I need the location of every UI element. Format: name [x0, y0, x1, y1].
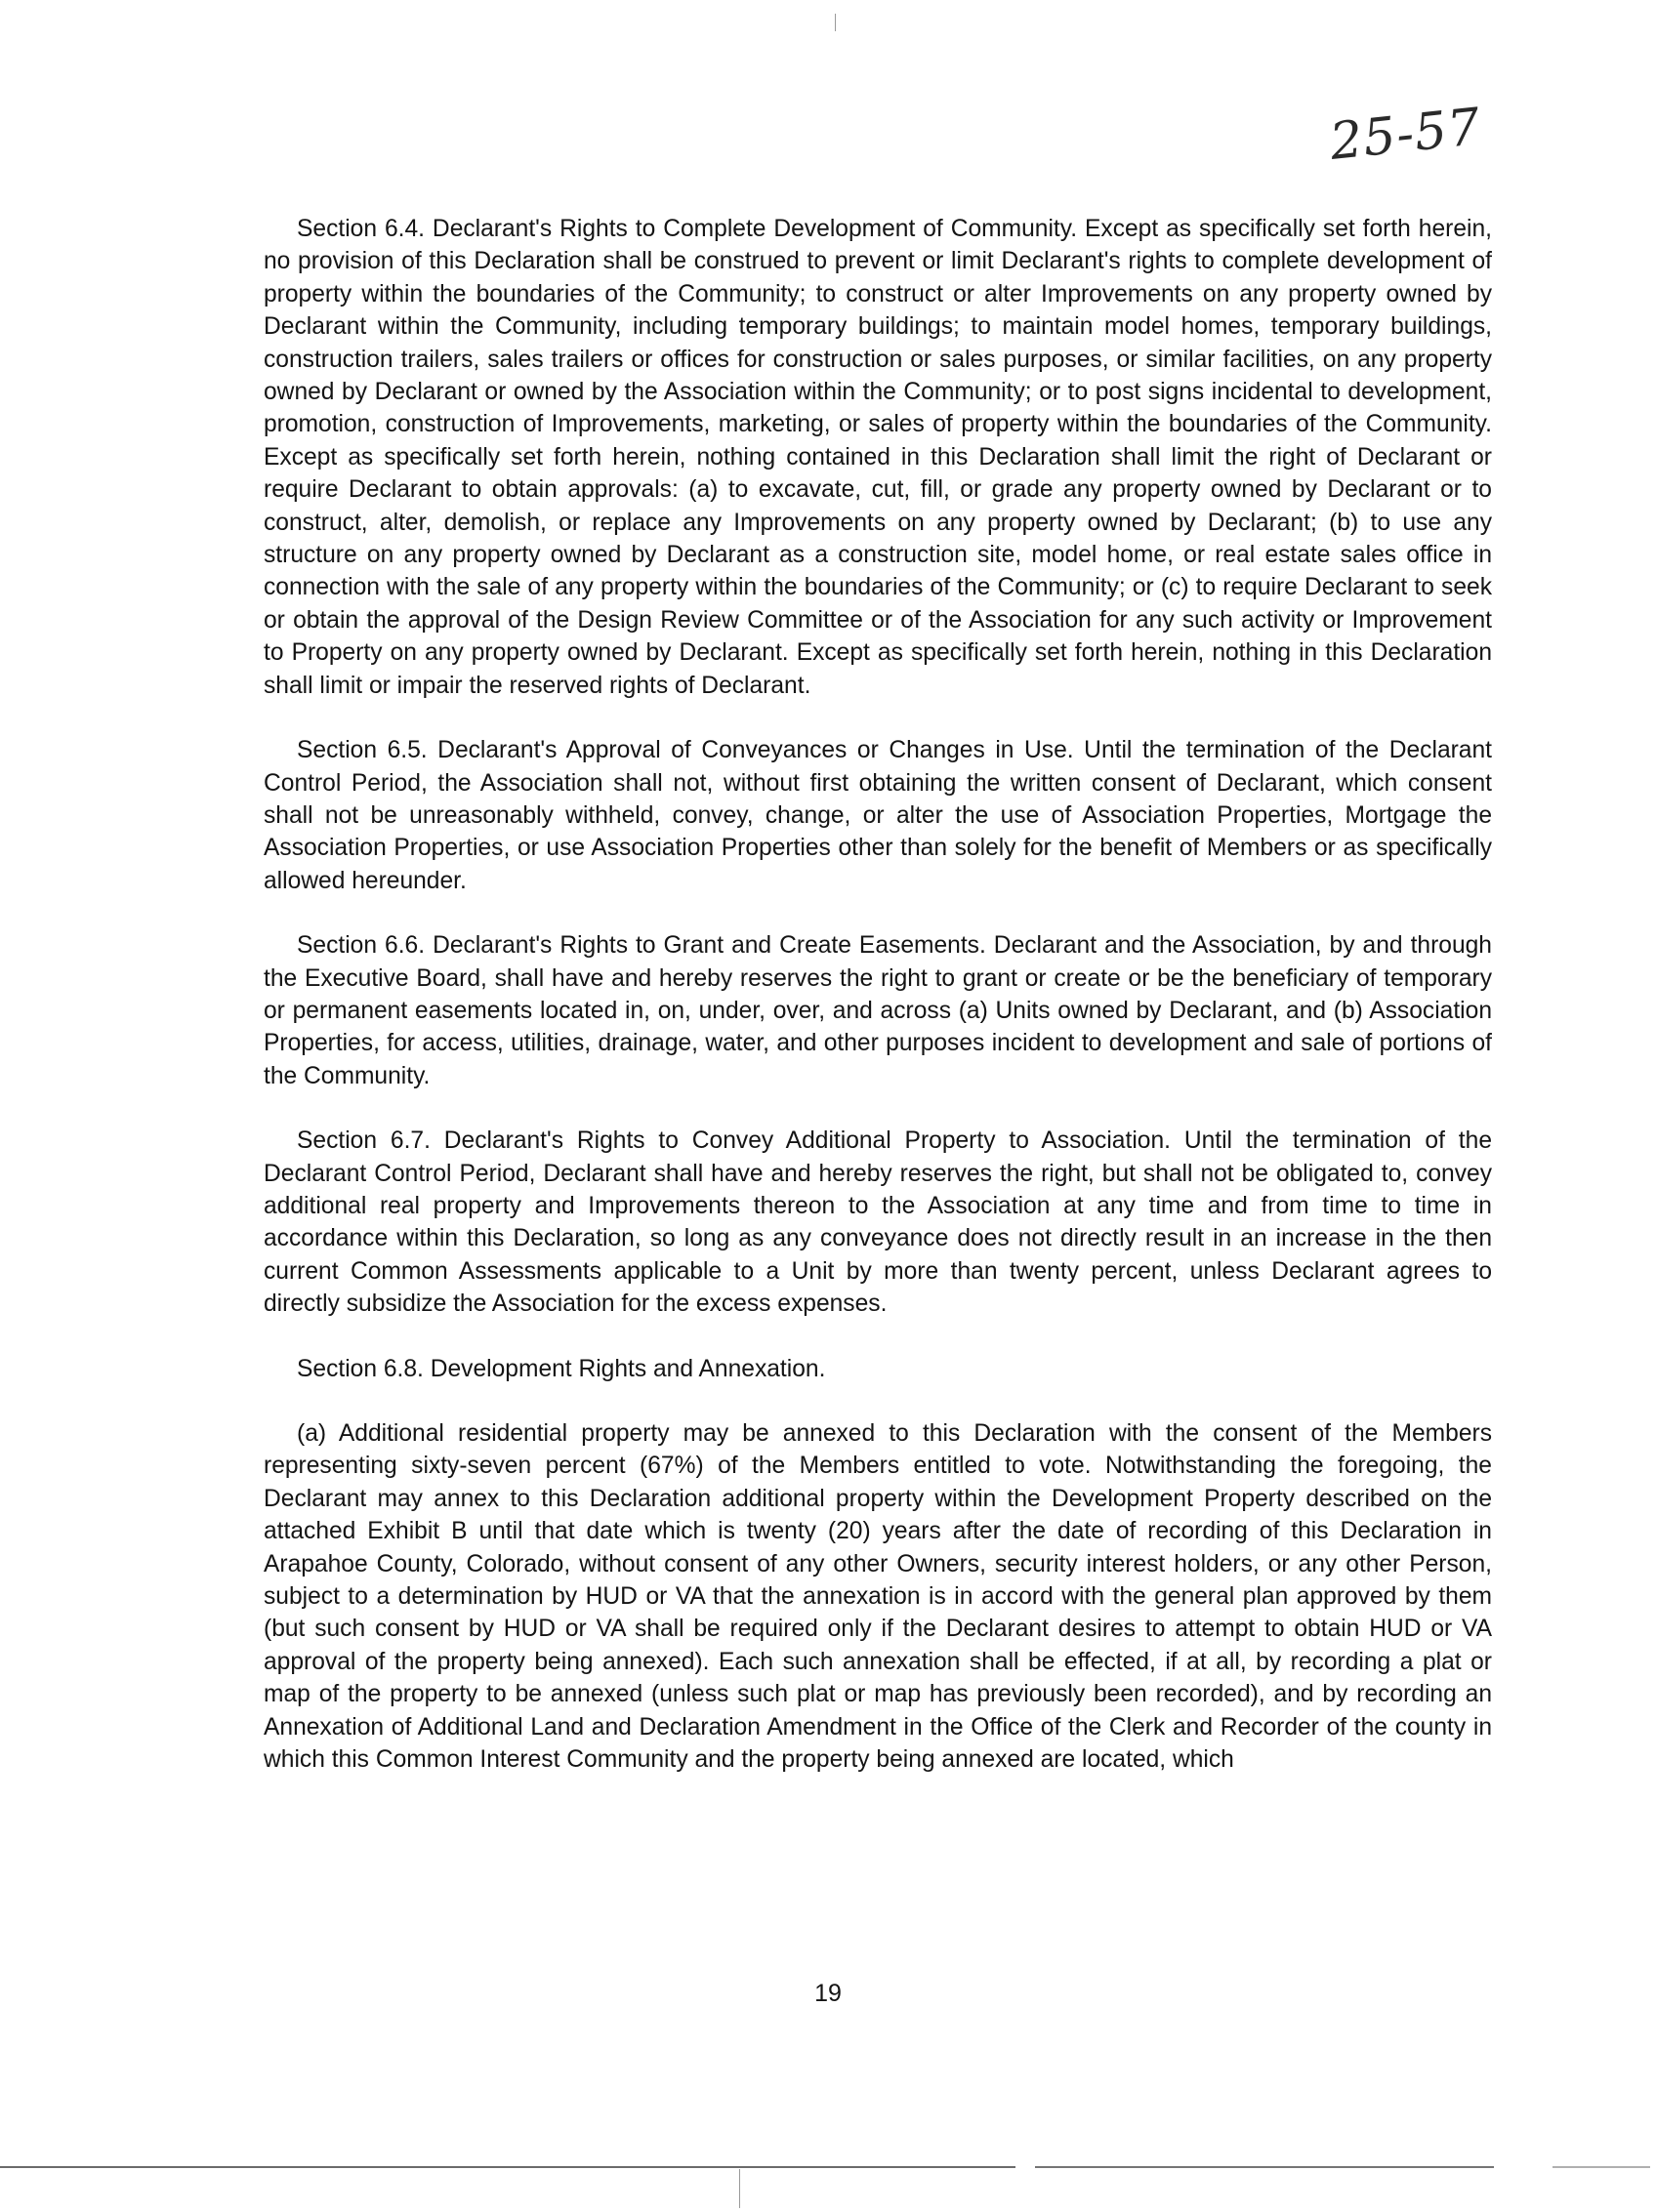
section-6-7-paragraph: Section 6.7. Declarant's Rights to Convey Additional Property to Association. Until the termination of the Declarant Control Period, Declarant shall have and hereby reserves the right, but shall not be obligated to, convey additional real property and Improvements thereon to the Association at any time and from time to time in accordance within this Declaration, so long as any conveyance does not directly result in an increase in the then current Common Assessments applicable to a Unit by more than twenty percent, unless Declarant agrees to directly subsidize the Association for the excess expenses.	[264, 1127, 1492, 1318]
section-6-4-paragraph: Section 6.4. Declarant's Rights to Complete Development of Community. Except as specifically set forth herein, no provision of this Declaration shall be construed to prevent or limit Declarant's rights to complete development of property within the boundaries of the Community; to construct or alter Improvements on any property owned by Declarant within the Community, including temporary buildings; to maintain model homes, temporary buildings, construction trailers, sales trailers or offices for construction or sales purposes, or similar facilities, on any property owned by Declarant or owned by the Association within the Community; or to post signs incidental to development, promotion, construction of Improvements, marketing, or sales of property within the boundaries of the Community. Except as specifically set forth herein, nothing contained in this Declaration shall limit the right of Declarant or require Declarant to obtain approvals: (a) to excavate, cut, fill, or grade any property owned by Declarant or to construct, alter, demolish, or replace any Improvements on any property owned by Declarant; (b) to use any structure on any property owned by Declarant as a construction site, model home, or real estate sales office in connection with the sale of any property within the boundaries of the Community; or (c) to require Declarant to seek or obtain the approval of the Design Review Committee or of the Association for any such activity or Improvement to Property on any property owned by Declarant. Except as specifically set forth herein, nothing in this Declaration shall limit or impair the reserved rights of Declarant.	[264, 216, 1492, 699]
document-body	[264, 213, 1492, 1808]
section-6-5-paragraph: Section 6.5. Declarant's Approval of Conveyances or Changes in Use. Until the termination of the Declarant Control Period, the Association shall not, without first obtaining the written consent of Declarant, which consent shall not be unreasonably withheld, convey, change, or alter the use of Association Properties, Mortgage the Association Properties, or use Association Properties other than solely for the benefit of Members or as specifically allowed hereunder.	[264, 737, 1492, 894]
section-6-8-heading: Section 6.8. Development Rights and Annexation.	[297, 1355, 826, 1382]
scan-edge-line	[1035, 2166, 1494, 2168]
scan-artifact-top	[835, 14, 836, 31]
section-6-6-paragraph: Section 6.6. Declarant's Rights to Grant and Create Easements. Declarant and the Association, by and through the Executive Board, shall have and hereby reserves the right to grant or create or be the beneficiary of temporary or permanent easements located in, on, under, over, and across (a) Units owned by Declarant, and (b) Association Properties, for access, utilities, drainage, water, and other purposes incident to development and sale of portions of the Community.	[264, 932, 1492, 1089]
scan-edge-line	[1552, 2166, 1650, 2168]
section-6-8-a-paragraph: (a) Additional residential property may be annexed to this Declaration with the consent of the Members representing sixty-seven percent (67%) of the Members entitled to vote. Notwithstanding the foregoing, the Declarant may annex to this Declaration additional property within the Development Property described on the attached Exhibit B until that date which is twenty (20) years after the date of recording of this Declaration in Arapahoe County, Colorado, without consent of any other Owners, security interest holders, or any other Person, subject to a determination by HUD or VA that the annexation is in accord with the general plan approved by them (but such consent by HUD or VA shall be required only if the Declarant desires to attempt to obtain HUD or VA approval of the property being annexed). Each such annexation shall be effected, if at all, by recording a plat or map of the property to be annexed (unless such plat or map has previously been recorded), and by recording an Annexation of Additional Land and Declaration Amendment in the Office of the Clerk and Recorder of the county in which this Common Interest Community and the property being annexed are located, which	[264, 1420, 1492, 1774]
scan-edge-line	[0, 2166, 1015, 2168]
handwritten-page-mark: 25-57	[1327, 98, 1484, 172]
page-number: 19	[814, 1980, 842, 2007]
scan-artifact-bottom	[739, 2169, 740, 2208]
